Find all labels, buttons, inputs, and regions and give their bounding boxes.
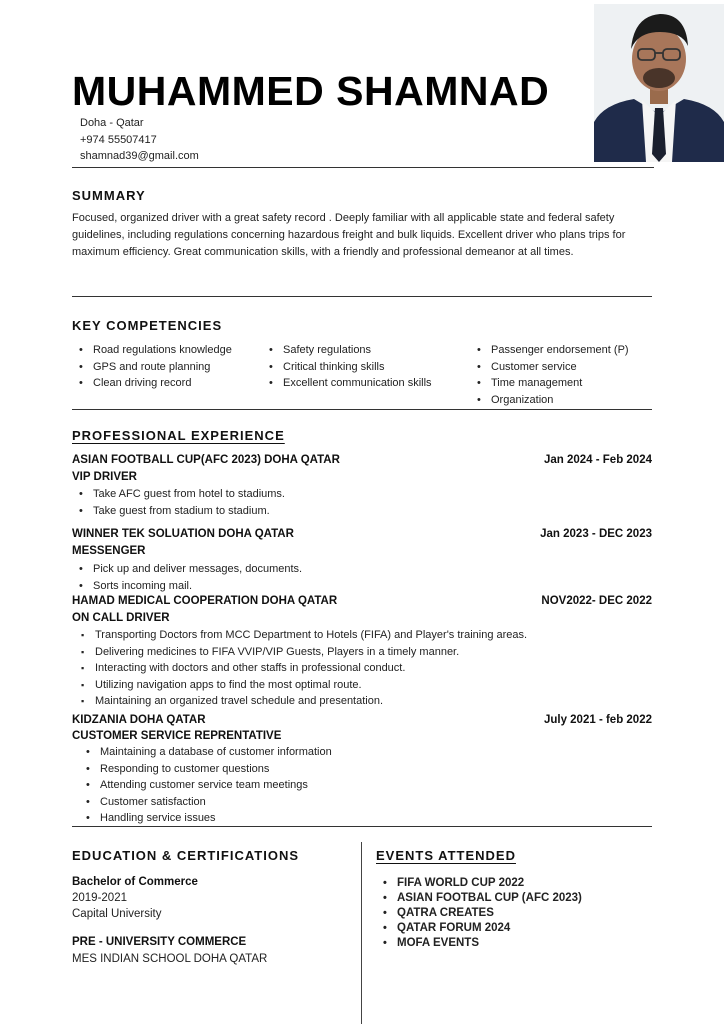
job-header (72, 528, 652, 540)
job-header (72, 714, 652, 726)
competencies-divider (72, 409, 652, 410)
job-bullets (72, 744, 332, 827)
email-text: shamnad39@gmail.com (80, 150, 199, 162)
competencies-column-2 (262, 342, 432, 392)
job-role: CUSTOMER SERVICE REPRENTATIVE (72, 730, 282, 742)
phone-text: +974 55507417 (80, 134, 157, 146)
job-header (72, 454, 652, 466)
event-item: • FIFA WORLD CUP 2022 (376, 876, 582, 891)
job-bullet: • Responding to customer questions (72, 761, 332, 778)
location-text: Doha - Qatar (80, 117, 144, 129)
event-item: • MOFA EVENTS (376, 936, 582, 951)
job-bullet: ▪ Delivering medicines to FIFA VVIP/VIP Guests, Players in a timely manner. (72, 644, 527, 661)
competency-item: • Excellent communication skills (262, 375, 432, 392)
summary-divider (72, 296, 652, 297)
candidate-name: MUHAMMED SHAMNAD (72, 68, 550, 114)
summary-text: Focused, organized driver with a great safety record . Deeply familiar with all applicable state and federal safety guidelines, including regulations concerning hazardous freight and bulk liquids. Excellent driver who plans trips for maximum efficiency. Great communication skills, with a friendly and professional demeanor at all times. (72, 212, 626, 258)
job-role: MESSENGER (72, 545, 146, 557)
competencies-column-3 (470, 342, 629, 408)
competency-item: • Customer service (470, 359, 629, 376)
profile-photo (594, 4, 724, 162)
job-bullets (72, 486, 285, 519)
job-bullet: • Customer satisfaction (72, 794, 332, 811)
experience-divider (72, 826, 652, 827)
degree-1-school: Capital University (72, 908, 162, 920)
job-role: VIP DRIVER (72, 471, 137, 483)
degree-1-years: 2019-2021 (72, 892, 127, 904)
competency-item: • Critical thinking skills (262, 359, 432, 376)
job-bullet: • Maintaining a database of customer information (72, 744, 332, 761)
competency-item: • Organization (470, 392, 629, 409)
job-bullet: • Sorts incoming mail. (72, 578, 302, 595)
header-divider (72, 167, 654, 168)
job-bullet: • Handling service issues (72, 810, 332, 827)
job-company: ASIAN FOOTBALL CUP(AFC 2023) DOHA QATAR (72, 454, 340, 466)
job-bullet: ▪ Maintaining an organized travel schedule and presentation. (72, 693, 527, 710)
competency-item: • Safety regulations (262, 342, 432, 359)
summary-heading: SUMMARY (72, 188, 146, 203)
portrait-image (594, 4, 724, 162)
job-bullet: • Take guest from stadium to stadium. (72, 503, 285, 520)
event-item: • QATRA CREATES (376, 906, 582, 921)
job-bullets (72, 561, 302, 594)
job-bullets (72, 627, 527, 710)
competency-item: • Time management (470, 375, 629, 392)
competency-item: • GPS and route planning (72, 359, 232, 376)
job-company: WINNER TEK SOLUATION DOHA QATAR (72, 528, 294, 540)
job-dates: July 2021 - feb 2022 (543, 714, 652, 726)
job-dates: Jan 2023 - DEC 2023 (540, 528, 652, 540)
job-bullet: • Attending customer service team meetings (72, 777, 332, 794)
events-heading: EVENTS ATTENDED (376, 848, 516, 863)
competencies-column-1 (72, 342, 232, 392)
job-company: HAMAD MEDICAL COOPERATION DOHA QATAR (72, 595, 338, 607)
job-bullet: • Take AFC guest from hotel to stadiums. (72, 486, 285, 503)
job-role: ON CALL DRIVER (72, 612, 170, 624)
degree-2: PRE - UNIVERSITY COMMERCE (72, 936, 247, 948)
education-heading: EDUCATION & CERTIFICATIONS (72, 848, 300, 863)
job-dates: NOV2022- DEC 2022 (541, 595, 652, 607)
events-list (376, 876, 582, 951)
degree-1: Bachelor of Commerce (72, 876, 198, 888)
degree-2-school: MES INDIAN SCHOOL DOHA QATAR (72, 953, 268, 965)
competency-item: • Clean driving record (72, 375, 232, 392)
event-item: • ASIAN FOOTBAL CUP (AFC 2023) (376, 891, 582, 906)
job-bullet: ▪ Transporting Doctors from MCC Department to Hotels (FIFA) and Player's training areas. (72, 627, 527, 644)
column-divider (361, 842, 362, 1024)
event-item: • QATAR FORUM 2024 (376, 921, 582, 936)
competencies-heading: KEY COMPETENCIES (72, 318, 223, 333)
experience-heading: PROFESSIONAL EXPERIENCE (72, 428, 285, 443)
job-bullet: ▪ Interacting with doctors and other staffs in professional conduct. (72, 660, 527, 677)
competency-item: • Road regulations knowledge (72, 342, 232, 359)
competency-item: • Passenger endorsement (P) (470, 342, 629, 359)
job-bullet: ▪ Utilizing navigation apps to find the most optimal route. (72, 677, 527, 694)
job-header (72, 595, 652, 607)
job-bullet: • Pick up and deliver messages, documents. (72, 561, 302, 578)
job-dates: Jan 2024 - Feb 2024 (543, 454, 652, 466)
job-company: KIDZANIA DOHA QATAR (72, 714, 206, 726)
